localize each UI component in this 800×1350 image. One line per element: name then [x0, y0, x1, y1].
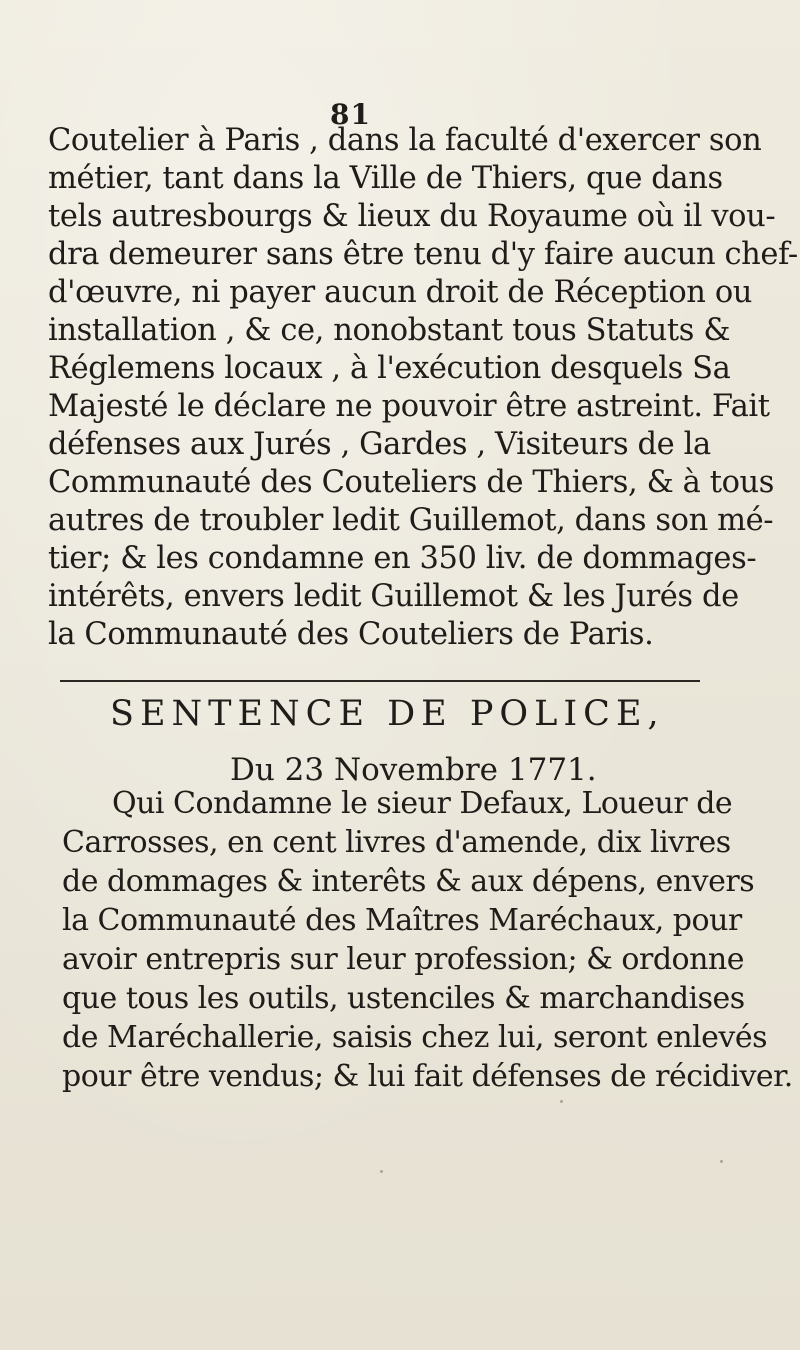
text-line: Réglemens locaux , à l'exécution desquels Sa	[48, 351, 731, 386]
sentence-date: Du 23 Novembre 1771.	[230, 752, 597, 788]
text-line: tels autresbourgs & lieux du Royaume où il vou-	[48, 199, 776, 234]
text-line: dra demeurer sans être tenu d'y faire aucun chef-	[48, 237, 798, 272]
text-line: tier; & les condamne en 350 liv. de dommages-	[48, 541, 757, 576]
paper-speck	[380, 1170, 383, 1173]
page-number: 81	[330, 98, 371, 131]
paper-speck	[720, 1160, 723, 1163]
text-line: Qui Condamne le sieur Defaux, Loueur de	[112, 786, 733, 821]
text-line: installation , & ce, nonobstant tous Statuts &	[48, 313, 731, 348]
text-line: défenses aux Jurés , Gardes , Visiteurs de la	[48, 427, 711, 462]
text-line: Communauté des Couteliers de Thiers, & à tous	[48, 465, 775, 500]
paper-speck	[560, 1100, 563, 1103]
text-line: de dommages & interêts & aux dépens, envers	[62, 864, 755, 899]
sentence-paragraph	[62, 784, 793, 1096]
text-line: que tous les outils, ustenciles & marchandises	[62, 981, 745, 1016]
text-line: autres de troubler ledit Guillemot, dans son mé-	[48, 503, 774, 538]
text-line: intérêts, envers ledit Guillemot & les Jurés de	[48, 579, 739, 614]
text-line: Coutelier à Paris , dans la faculté d'exercer son	[48, 123, 762, 158]
section-divider	[60, 680, 700, 682]
text-line: la Communauté des Maîtres Maréchaux, pour	[62, 903, 742, 938]
text-line: pour être vendus; & lui fait défenses de récidiver.	[62, 1059, 793, 1094]
text-line: de Maréchallerie, saisis chez lui, seront enlevés	[62, 1020, 767, 1055]
top-paragraph	[48, 122, 798, 654]
text-line: la Communauté des Couteliers de Paris.	[48, 617, 654, 652]
section-heading: SENTENCE DE POLICE,	[110, 694, 665, 734]
text-line: avoir entrepris sur leur profession; & ordonne	[62, 942, 744, 977]
text-line: métier, tant dans la Ville de Thiers, que dans	[48, 161, 723, 196]
text-line: d'œuvre, ni payer aucun droit de Réception ou	[48, 275, 753, 310]
text-line: Carrosses, en cent livres d'amende, dix livres	[62, 825, 731, 860]
text-line: Majesté le déclare ne pouvoir être astreint. Fait	[48, 389, 770, 424]
